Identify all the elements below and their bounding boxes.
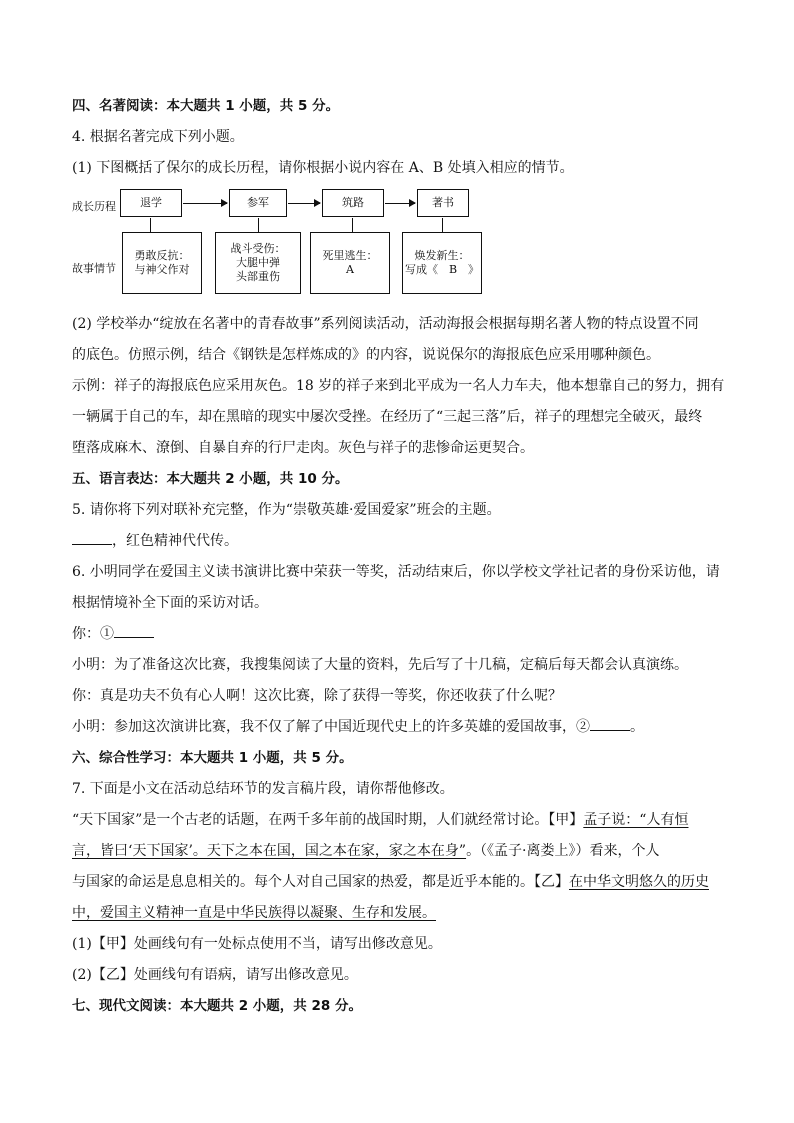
plot-box-a: 死里逃生： A xyxy=(310,232,390,294)
question-5-stem: 5. 请你将下列对联补充完整，作为“崇敬英雄·爱国爱家”班会的主题。 xyxy=(72,502,501,518)
question-4-2: (2) 学校举办“绽放在名著中的青春故事”系列阅读活动，活动海报会根据每期名著人物的特点设置不同 的底色。仿照示例，结合《钢铁是怎样炼成的》的内容，说说保尔的海报底色应采用哪种颜色。 xyxy=(72,316,699,363)
plot-box-b: 焕发新生： 写成《 B 》 xyxy=(402,232,482,294)
dialog-line: 你：① xyxy=(72,619,732,650)
question-7-2: (2)【乙】处画线句有语病，请写出修改意见。 xyxy=(72,967,358,983)
dialog-line: 小明：参加这次演讲比赛，我不仅了解了中国近现代史上的许多英雄的爱国故事，② 。 xyxy=(72,712,732,743)
growth-flowchart xyxy=(72,189,732,299)
row-label-growth: 成长历程 xyxy=(72,200,116,213)
underlined-sentence-b: 在中华文明悠久的历史 xyxy=(569,874,709,890)
question-4-stem: 4. 根据名著完成下列小题。 xyxy=(72,129,244,145)
question-4-1: (1) 下图概括了保尔的成长历程，请你根据小说内容在 A、B 处填入相应的情节。 xyxy=(72,160,574,176)
row-label-plot: 故事情节 xyxy=(72,262,116,275)
section-5-heading: 五、语言表达：本大题共 2 小题，共 10 分。 xyxy=(72,471,349,487)
connector-line xyxy=(352,218,353,232)
answer-blank[interactable] xyxy=(72,530,112,545)
answer-blank[interactable] xyxy=(114,623,154,638)
underlined-sentence-a: 孟子说：“人有恒 xyxy=(583,812,689,828)
connector-line xyxy=(258,218,259,232)
plot-box: 勇敢反抗： 与神父作对 xyxy=(122,232,202,294)
section-6-heading: 六、综合性学习：本大题共 1 小题，共 5 分。 xyxy=(72,750,353,766)
section-7-heading: 七、现代文阅读：本大题共 2 小题，共 28 分。 xyxy=(72,998,362,1014)
example-paragraph: 示例：祥子的海报底色应采用灰色。18 岁的祥子来到北平成为一名人力车夫，他本想靠自己的努力，拥有 一辆属于自己的车，却在黑暗的现实中屡次受挫。在经历了“三起三落”后，祥子的理想完全破灭，最终 堕落成麻木、潦倒、自暴自弃的行尸走肉。灰色与祥子的悲惨命运更契合。 xyxy=(72,378,725,456)
plot-box: 战斗受伤： 大腿中弹 头部重伤 xyxy=(215,232,301,294)
dialog-line: 小明：为了准备这次比赛，我搜集阅读了大量的资料，先后写了十几稿，定稿后每天都会认真演练。 xyxy=(72,657,688,673)
exam-page xyxy=(72,96,732,1022)
connector-line xyxy=(150,218,151,232)
stage-box: 著书 xyxy=(417,189,469,217)
answer-blank[interactable] xyxy=(590,716,630,731)
underlined-sentence-a: 言，皆曰‘天下国家’。天下之本在国，国之本在家，家之本在身” xyxy=(72,843,467,859)
underlined-sentence-b: 中，爱国主义精神一直是中华民族得以凝聚、生存和发展。 xyxy=(72,905,436,921)
connector-line xyxy=(442,218,443,232)
stage-box: 筑路 xyxy=(322,189,384,217)
question-6-stem: 6. 小明同学在爱国主义读书演讲比赛中荣获一等奖，活动结束后，你以学校文学社记者的身份采访他，请 根据情境补全下面的采访对话。 xyxy=(72,564,720,611)
arrow-icon xyxy=(183,203,227,204)
speech-paragraph: “天下国家”是一个古老的话题，在两千多年前的战国时期，人们就经常讨论。【甲】孟子说：“人有恒 言，皆曰‘天下国家’。天下之本在国，国之本在家，家之本在身”。（《孟子·离娄上》）看来，个人 与国家的命运是息息相关的。每个人对自己国家的热爱，都是近乎本能的。【乙】在中华文明悠久的历史 中，爱国主义精神一直是中华民族得以凝聚、生存和发展。 xyxy=(72,812,709,921)
arrow-icon xyxy=(288,203,320,204)
section-4-heading: 四、名著阅读：本大题共 1 小题，共 5 分。 xyxy=(72,98,340,114)
question-7-1: (1)【甲】处画线句有一处标点使用不当，请写出修改意见。 xyxy=(72,936,442,952)
stage-box: 退学 xyxy=(120,189,182,217)
dialog-line: 你：真是功夫不负有心人啊！这次比赛，除了获得一等奖，你还收获了什么呢？ xyxy=(72,688,562,704)
couplet-line: ，红色精神代代传。 xyxy=(72,526,732,557)
arrow-icon xyxy=(385,203,415,204)
stage-box: 参军 xyxy=(229,189,287,217)
question-7-stem: 7. 下面是小文在活动总结环节的发言稿片段，请你帮他修改。 xyxy=(72,781,454,797)
